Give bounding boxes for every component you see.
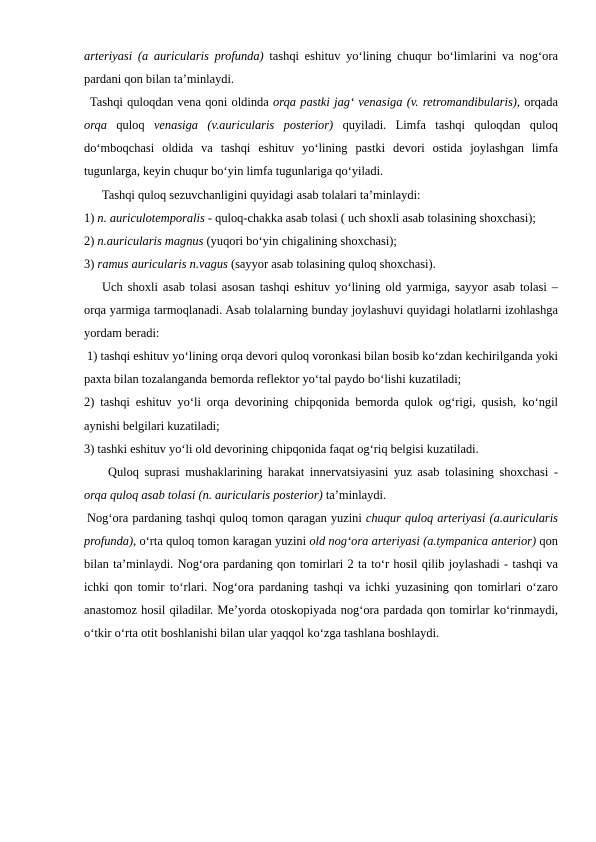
paragraph (84, 184, 558, 207)
text-run: orqada (520, 95, 559, 110)
text-run: Tashqi quloq sezuvchanligini quyidagi asab tolalari ta’minlaydi: (102, 187, 421, 202)
italic-term: orqa quloq asab tolasi (n. auricularis posterior) (84, 487, 323, 502)
paragraph (84, 391, 558, 437)
text-run: Quloq suprasi mushaklarining harakat innervatsiyasini yuz asab tolasining shoxchasi - (108, 464, 558, 479)
text-run: Tashqi quloqdan vena qoni oldinda (90, 95, 274, 110)
paragraph (84, 207, 558, 230)
paragraph (84, 91, 558, 183)
text-run: 2) (84, 233, 98, 248)
italic-term: chuqur quloq arteriyasi (a.auricularis profunda) (84, 510, 558, 548)
paragraph (84, 507, 558, 646)
text-run: 1) (84, 210, 98, 225)
text-run: (sayyor asab tolasining quloq shoxchasi). (227, 256, 436, 271)
text-run: Nog‘ora pardaning tashqi quloq tomon qaragan yuzini (87, 510, 366, 525)
text-run: 3) tashki eshituv yo‘li old devorining chipqonida faqat og‘riq belgisi kuzatiladi. (84, 441, 479, 456)
paragraph (84, 45, 558, 91)
paragraph (84, 230, 558, 253)
italic-term: venasiga (v.auricularis posterior) (153, 118, 334, 133)
paragraph (84, 345, 558, 391)
text-run: 3) (84, 256, 98, 271)
italic-term: n.auricularis magnus (97, 233, 204, 248)
text-run: 2) tashqi eshituv yo‘li orqa devorining chipqonida bemorda qulok og‘rigi, qusish, ko‘ngil aynishi belgilari kuzatiladi; (84, 395, 558, 433)
text-run: (yuqori bo‘yin chigalining shoxchasi); (203, 233, 397, 248)
italic-term: ramus auricularis n.vagus (97, 256, 228, 271)
text-run: - quloq-chakka asab tolasi ( uch shoxli asab tolasining shoxchasi); (204, 210, 536, 225)
text-run: quyiladi. Limfa tashqi quloqdan quloq do‘mboqchasi oldida va tashqi eshituv yo‘lining pastki devori ostida joylashgan limfa tugunlarga, keyin chuqur bo‘yin limfa tugunlariga qo‘yiladi. (84, 118, 558, 179)
text-run: qon bilan ta’minlaydi. Nog‘ora pardaning qon tomirlari 2 ta to‘r hosil qilib joylashadi - tashqi va ichki qon tomir to‘rlari. Nog‘ora pardaning tashqi va ichki yuzasining qon tomirlari o‘zaro anastomoz hosil qiladilar. Me’yorda otoskopiyada nog‘ora pardada qon tomirlar ko‘rinmaydi, o‘tkir o‘rta otit boshlanishi bilan ular yaqqol ko‘zga tashlana boshlaydi. (84, 533, 558, 641)
paragraph (84, 276, 558, 345)
italic-term: old nog‘ora arteriyasi (a.tympanica anterior) (309, 533, 537, 548)
text-run: tashqi eshituv yo‘lining chuqur bo‘limlarini va nog‘ora pardani qon bilan ta’minlaydi. (84, 49, 558, 87)
text-run: Uch shoxli asab tolasi asosan tashqi eshituv yo‘lining old yarmiga, sayyor asab tolasi – orqa yarmiga tarmoqlanadi. Asab tolalarning bunday joylashuvi quyidagi holatlarni izohlashga yordam beradi: (84, 279, 558, 341)
text-run: ta’minlaydi. (322, 487, 387, 502)
paragraph (84, 461, 558, 507)
text-run: 1) tashqi eshituv yo‘lining orqa devori quloq voronkasi bilan bosib ko‘zdan kechirilganda yoki paxta bilan tozalanganda bemorda reflektor yo‘tal paydo bo‘lishi kuzatiladi; (84, 349, 558, 387)
italic-term: n. auriculotemporalis (97, 210, 205, 225)
paragraph (84, 253, 558, 276)
italic-term: orqa pastki jag‘ venasiga (v. retromandibularis), (273, 95, 520, 110)
italic-term: orqa (84, 118, 107, 133)
italic-term: arteriyasi (a auricularis profunda) (84, 49, 264, 63)
document-page (84, 45, 558, 645)
paragraph (84, 438, 558, 461)
text-run: , o‘rta quloq tomon karagan yuzini (133, 533, 310, 548)
text-run: quloq (106, 118, 154, 133)
